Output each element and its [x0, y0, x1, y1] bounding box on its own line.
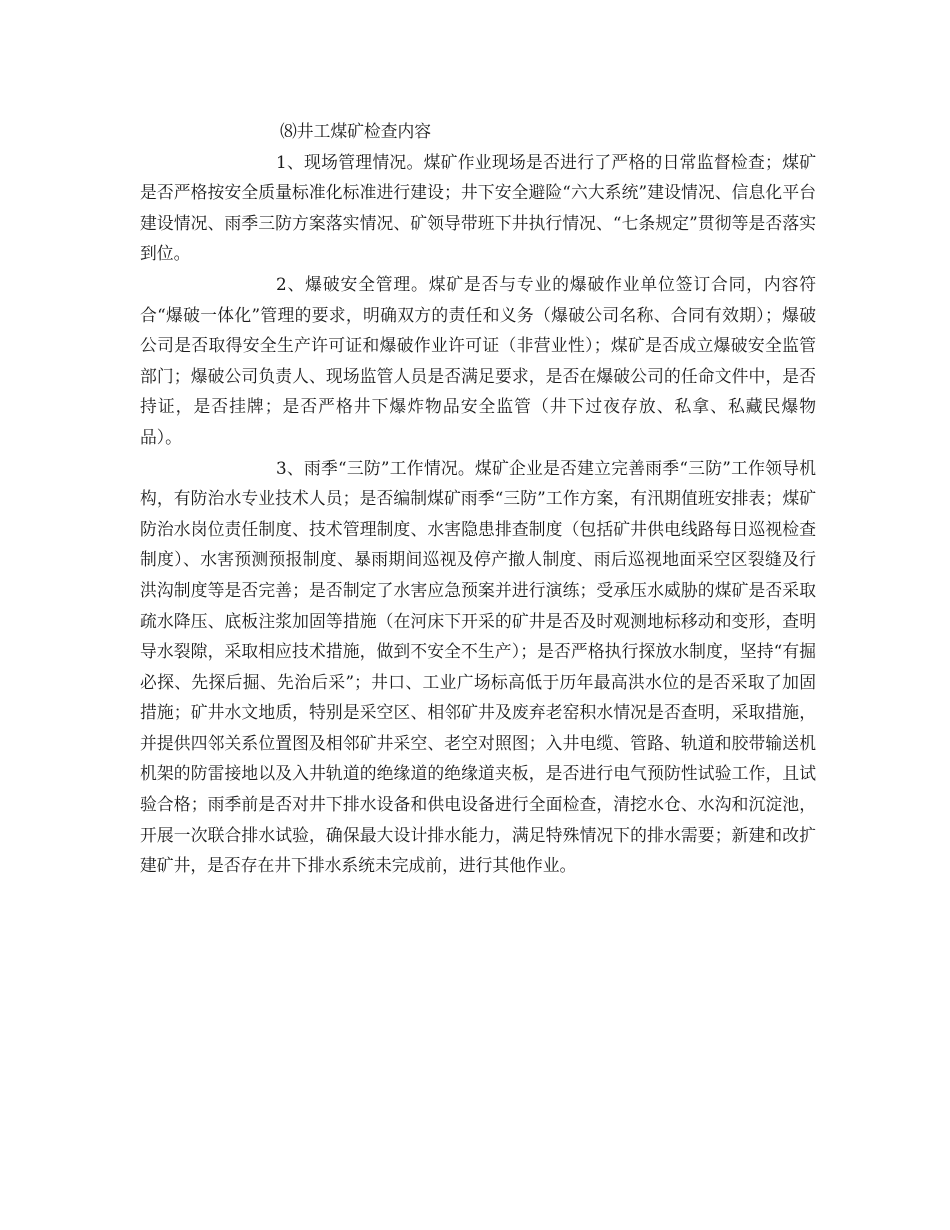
paragraph-rainy-season-prevention: 3、雨季“三防”工作情况。煤矿企业是否建立完善雨季“三防”工作领导机构，有防治水专业技术人员；是否编制煤矿雨季“三防”工作方案，有汛期值班安排表；煤矿防治水岗位责任制度、技术管理制度、水害隐患排查制度（包括矿井供电线路每日巡视检查制度）、水害预测预报制度、暴雨期间巡视及停产撤人制度、雨后巡视地面采空区裂缝及行洪沟制度等是否完善；是否制定了水害应急预案并进行演练；受承压水威胁的煤矿是否采取疏水降压、底板注浆加固等措施（在河床下开采的矿井是否及时观测地标移动和变形，查明导水裂隙，采取相应技术措施，做到不安全不生产）；是否严格执行探放水制度，坚持“有掘必探、先探后掘、先治后采”；井口、工业广场标高低于历年最高洪水位的是否采取了加固措施；矿井水文地质，特别是采空区、相邻矿井及废弃老窑积水情况是否查明，采取措施，并提供四邻关系位置图及相邻矿井采空、老空对照图；入井电缆、管路、轨道和胶带输送机机架的防雷接地以及入井轨道的绝缘道的绝缘道夹板，是否进行电气预防性试验工作，且试验合格；雨季前是否对井下排水设备和供电设备进行全面检查，清挖水仓、水沟和沉淀池，开展一次联合排水试验，确保最大设计排水能力，满足特殊情况下的排水需要；新建和改扩建矿井，是否存在井下排水系统未完成前，进行其他作业。 [140, 457, 816, 876]
section-heading: ⑻井工煤矿检查内容 [280, 121, 432, 141]
paragraph-blasting-safety: 2、爆破安全管理。煤矿是否与专业的爆破作业单位签订合同，内容符合“爆破一体化”管理的要求，明确双方的责任和义务（爆破公司名称、合同有效期）；爆破公司是否取得安全生产许可证和爆破作业许可证（非营业性）；煤矿是否成立爆破安全监管部门；爆破公司负责人、现场监管人员是否满足要求，是否在爆破公司的任命文件中，是否持证，是否挂牌；是否严格井下爆炸物品安全监管（井下过夜存放、私拿、私藏民爆物品）。 [140, 273, 816, 447]
document-body [140, 116, 816, 881]
paragraph-site-management: 1、现场管理情况。煤矿作业现场是否进行了严格的日常监督检查；煤矿是否严格按安全质量标准化标准进行建设；井下安全避险“六大系统”建设情况、信息化平台建设情况、雨季三防方案落实情况、矿领导带班下井执行情况、“七条规定”贯彻等是否落实到位。 [140, 151, 816, 264]
